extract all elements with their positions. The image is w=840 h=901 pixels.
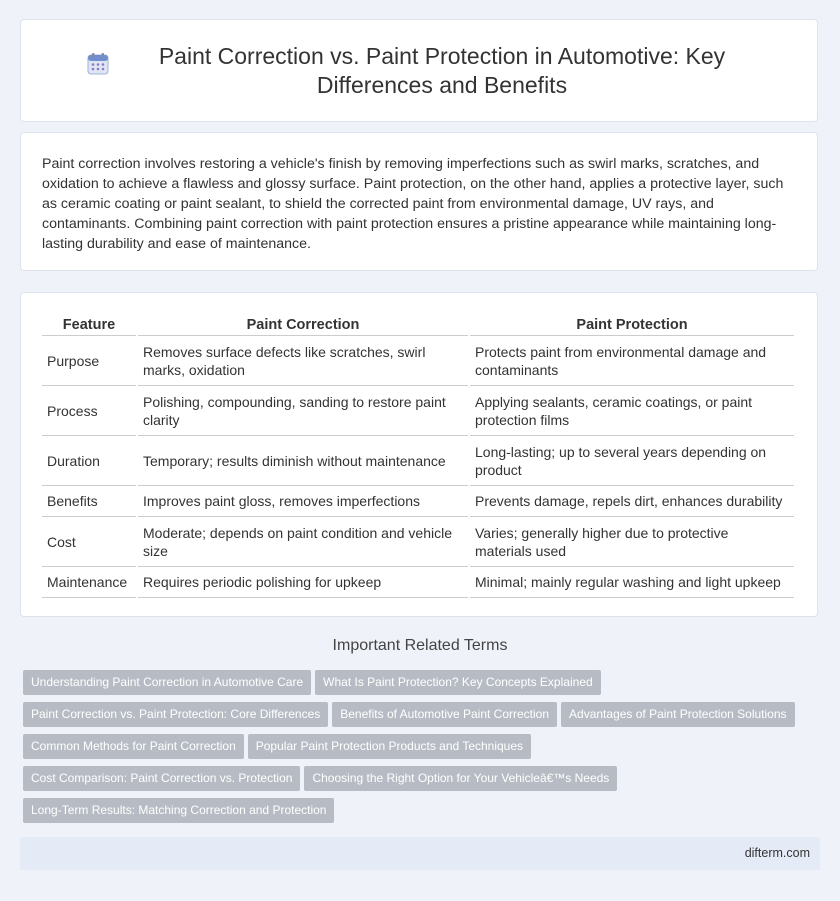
- table-row: [42, 386, 794, 436]
- table-header-row: [42, 314, 794, 336]
- header-card: [20, 19, 818, 122]
- table-cell: Purpose: [42, 336, 136, 386]
- column-header: Feature: [42, 314, 136, 336]
- table-cell: Temporary; results diminish without maintenance: [138, 436, 468, 486]
- intro-text: Paint correction involves restoring a vehicle's finish by removing imperfections such as swirl marks, scratches, and oxidation to achieve a flawless and glossy surface. Paint protection, on the other hand, applies a protective layer, such as ceramic coating or paint sealant, to shield the corrected paint from environmental damage, UV rays, and contaminants. Combining paint correction with paint protection ensures a pristine appearance while maintaining long-lasting durability and ease of maintenance.: [42, 156, 784, 252]
- related-term-tag[interactable]: Long-Term Results: Matching Correction and Protection: [23, 798, 334, 823]
- column-header: Paint Correction: [138, 314, 468, 336]
- table-cell: Maintenance: [42, 567, 136, 598]
- related-term-tag[interactable]: Benefits of Automotive Paint Correction: [332, 702, 557, 727]
- related-terms-heading: Important Related Terms: [332, 637, 508, 654]
- related-term-tag[interactable]: What Is Paint Protection? Key Concepts Explained: [315, 670, 600, 695]
- table-cell: Prevents damage, repels dirt, enhances durability: [470, 486, 794, 517]
- comparison-table-card: [20, 292, 818, 617]
- related-term-tag[interactable]: Choosing the Right Option for Your Vehicleâ€™s Needs: [304, 766, 617, 791]
- intro-card: [20, 132, 818, 271]
- page-title: Paint Correction vs. Paint Protection in Automotive: Key Differences and Benefits: [158, 42, 726, 98]
- table-cell: Process: [42, 386, 136, 436]
- table-row: [42, 567, 794, 598]
- table-row: [42, 486, 794, 517]
- related-term-tag[interactable]: Advantages of Paint Protection Solutions: [561, 702, 794, 727]
- related-term-tag[interactable]: Understanding Paint Correction in Automotive Care: [23, 670, 311, 695]
- column-header: Paint Protection: [470, 314, 794, 336]
- table-row: [42, 436, 794, 486]
- related-term-tag[interactable]: Paint Correction vs. Paint Protection: Core Differences: [23, 702, 328, 727]
- table-cell: Requires periodic polishing for upkeep: [138, 567, 468, 598]
- calendar-icon: [86, 52, 110, 76]
- table-row: [42, 336, 794, 386]
- footer: [20, 837, 820, 870]
- table-cell: Moderate; depends on paint condition and vehicle size: [138, 517, 468, 567]
- table-cell: Applying sealants, ceramic coatings, or paint protection films: [470, 386, 794, 436]
- table-cell: Minimal; mainly regular washing and light upkeep: [470, 567, 794, 598]
- table-cell: Benefits: [42, 486, 136, 517]
- table-cell: Varies; generally higher due to protective materials used: [470, 517, 794, 567]
- table-cell: Removes surface defects like scratches, swirl marks, oxidation: [138, 336, 468, 386]
- table-cell: Protects paint from environmental damage and contaminants: [470, 336, 794, 386]
- table-cell: Improves paint gloss, removes imperfections: [138, 486, 468, 517]
- related-term-tag[interactable]: Cost Comparison: Paint Correction vs. Protection: [23, 766, 300, 791]
- table-cell: Polishing, compounding, sanding to restore paint clarity: [138, 386, 468, 436]
- table-cell: Cost: [42, 517, 136, 567]
- related-term-tag[interactable]: Popular Paint Protection Products and Techniques: [248, 734, 531, 759]
- table-row: [42, 517, 794, 567]
- related-terms-list: [23, 670, 823, 830]
- related-term-tag[interactable]: Common Methods for Paint Correction: [23, 734, 244, 759]
- comparison-table: [40, 314, 796, 598]
- table-cell: Duration: [42, 436, 136, 486]
- site-link[interactable]: difterm.com: [744, 846, 810, 860]
- table-cell: Long-lasting; up to several years depending on product: [470, 436, 794, 486]
